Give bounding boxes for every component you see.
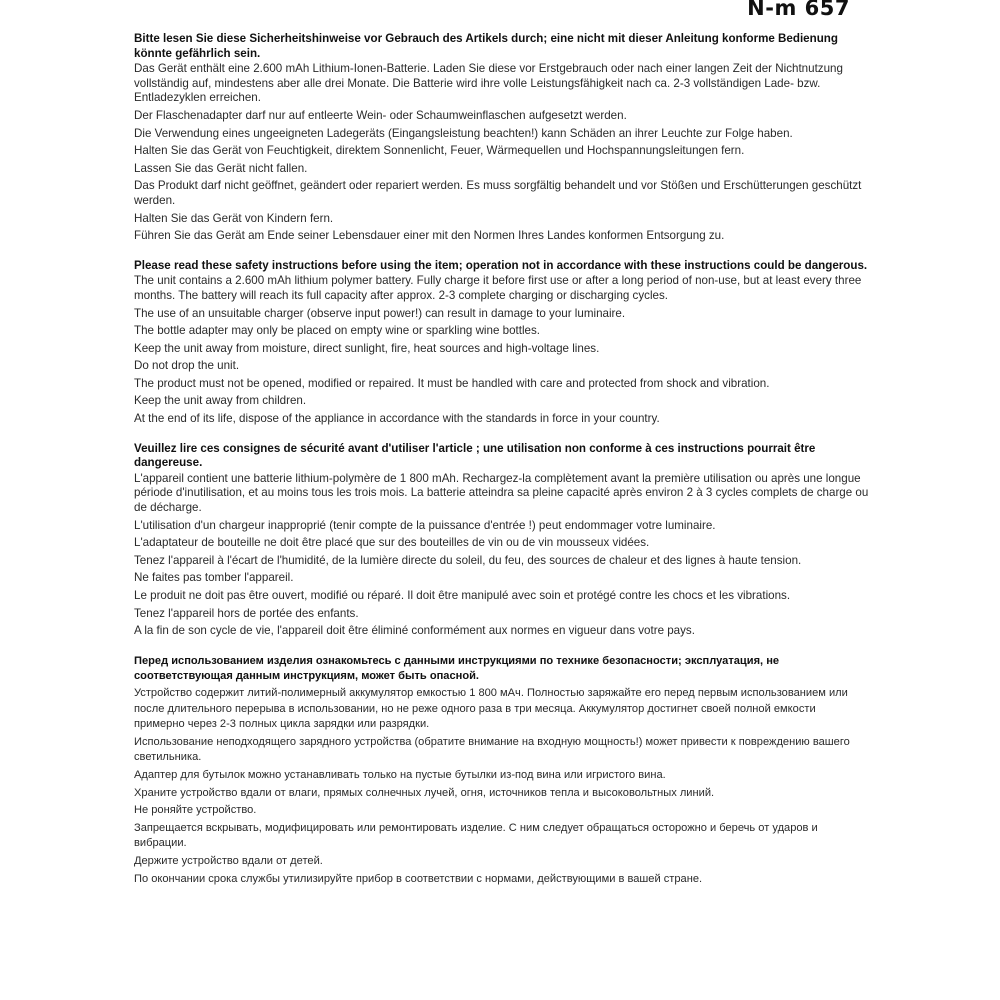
instruction-item: L'utilisation d'un chargeur inapproprié (tenir compte de la puissance d'entrée !) peut endommager votre luminaire. (134, 518, 716, 532)
instruction-item: По окончании срока службы утилизируйте прибор в соответствии с нормами, действующими в вашей стране. (134, 872, 703, 885)
instruction-item: Der Flaschenadapter darf nur auf entleerte Wein- oder Schaumweinflaschen aufgesetzt werden. (134, 108, 627, 122)
instruction-item: The unit contains a 2.600 mAh lithium polymer battery. Fully charge it before first use or after a long period of non-use, but at least every three months. The battery will reach its full capacity after approx. 2-3 complete charging or discharging cycles. (134, 274, 862, 302)
instruction-item: L'appareil contient une batterie lithium-polymère de 1 800 mAh. Rechargez-la complètement avant la première utilisation ou après une longue période d'inutilisation, et au moins tous les trois mois. La batterie atteindra sa pleine capacité après environ 2 à 3 cycles complets de charge ou de décharge. (134, 471, 869, 515)
instruction-item: Keep the unit away from children. (134, 394, 307, 408)
section-french (134, 442, 869, 639)
section-heading: Bitte lesen Sie diese Sicherheitshinweise vor Gebrauch des Artikels durch; eine nicht mit dieser Anleitung konforme Bedienung könnte gefährlich sein. (134, 32, 838, 60)
instruction-item: The bottle adapter may only be placed on empty wine or sparkling wine bottles. (134, 324, 541, 338)
instruction-item: Адаптер для бутылок можно устанавливать только на пустые бутылки из-под вина или игристого вина. (134, 768, 666, 781)
instruction-item: Запрещается вскрывать, модифицировать или ремонтировать изделие. С ним следует обращаться осторожно и беречь от ударов и вибрации. (134, 821, 818, 850)
instruction-item: Halten Sie das Gerät von Feuchtigkeit, direktem Sonnenlicht, Feuer, Wärmequellen und Hochspannungsleitungen fern. (134, 144, 745, 158)
instruction-item: The product must not be opened, modified or repaired. It must be handled with care and protected from shock and vibration. (134, 376, 770, 390)
instruction-item: At the end of its life, dispose of the appliance in accordance with the standards in force in your country. (134, 412, 660, 426)
instruction-item: Использование неподходящего зарядного устройства (обратите внимание на входную мощность!) может привести к повреждению вашего светильника. (134, 735, 850, 764)
instruction-item: Die Verwendung eines ungeeigneten Ladegeräts (Eingangsleistung beachten!) kann Schäden an ihrer Leuchte zur Folge haben. (134, 126, 793, 140)
section-russian (134, 654, 869, 887)
section-heading: Veuillez lire ces consignes de sécurité avant d'utiliser l'article ; une utilisation non conforme à ces instructions pourrait être dangereuse. (134, 441, 816, 470)
instruction-item: A la fin de son cycle de vie, l'appareil doit être éliminé conformément aux normes en vigueur dans votre pays. (134, 624, 695, 638)
instruction-item: Do not drop the unit. (134, 359, 240, 373)
document-code: N-m 657 (747, 0, 850, 20)
instruction-item: Le produit ne doit pas être ouvert, modifié ou réparé. Il doit être manipulé avec soin et protégé contre les chocs et les vibrations. (134, 589, 791, 602)
section-german (134, 32, 869, 244)
instruction-item: Das Gerät enthält eine 2.600 mAh Lithium-Ionen-Batterie. Laden Sie diese vor Erstgebrauch oder nach einer langen Zeit der Nichtnutzung vollständig auf, mindestens aber alle drei Monate. Die Batterie wird ihre volle Leistungsfähigkeit nach ca. 2-3 vollständigen Lade- bzw. Entladezyklen erreichen. (134, 62, 843, 105)
section-heading: Перед использованием изделия ознакомьтесь с данными инструкциями по технике безопасности; эксплуатация, не соответствующая данным инструкциям, может быть опасной. (134, 654, 780, 683)
instruction-item: Устройство содержит литий-полимерный аккумулятор емкостью 1 800 мАч. Полностью заряжайте его перед первым использованием или после длительного перерыва в использовании, но не реже одного раза в три месяца. Аккумулятор достигнет своей полной емкости примерно через 2-3 полных цикла зарядки или разрядки. (134, 686, 848, 731)
instruction-item: Храните устройство вдали от влаги, прямых солнечных лучей, огня, источников тепла и высоковольтных линий. (134, 786, 715, 799)
section-heading: Please read these safety instructions before using the item; operation not in accordance with these instructions could be dangerous. (134, 258, 868, 272)
instruction-item: L'adaptateur de bouteille ne doit être placé que sur des bouteilles de vin ou de vin mousseux vidées. (134, 536, 650, 550)
instruction-item: Keep the unit away from moisture, direct sunlight, fire, heat sources and high-voltage lines. (134, 341, 600, 355)
instruction-item: Не роняйте устройство. (134, 804, 257, 817)
section-english (134, 259, 869, 427)
instruction-item: Halten Sie das Gerät von Kindern fern. (134, 211, 334, 225)
instruction-item: Tenez l'appareil hors de portée des enfants. (134, 606, 359, 620)
instruction-item: Держите устройство вдали от детей. (134, 854, 323, 867)
instruction-item: Das Produkt darf nicht geöffnet, geändert oder repariert werden. Es muss sorgfältig behandelt und vor Stößen und Erschütterungen geschützt werden. (134, 179, 862, 207)
instruction-item: Tenez l'appareil à l'écart de l'humidité, de la lumière directe du soleil, du feu, des sources de chaleur et des lignes à haute tension. (134, 553, 802, 567)
instruction-item: Lassen Sie das Gerät nicht fallen. (134, 161, 308, 175)
instruction-item: The use of an unsuitable charger (observe input power!) can result in damage to your luminaire. (134, 306, 626, 320)
safety-instructions (134, 32, 869, 902)
instruction-item: Ne faites pas tomber l'appareil. (134, 571, 294, 585)
instruction-item: Führen Sie das Gerät am Ende seiner Lebensdauer einer mit den Normen Ihres Landes konformen Entsorgung zu. (134, 229, 725, 243)
